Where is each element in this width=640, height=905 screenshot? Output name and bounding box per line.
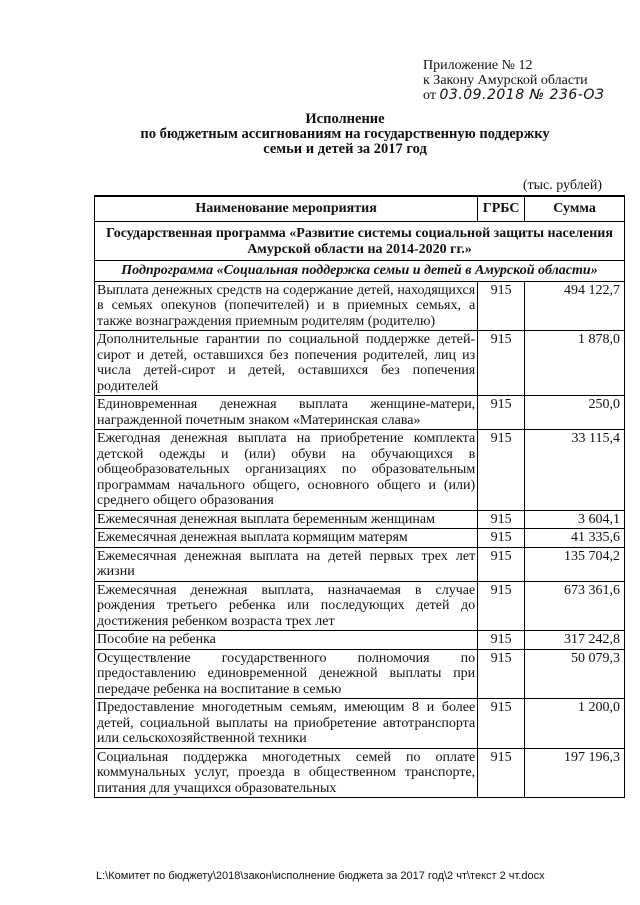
row-sum: 250,0 bbox=[525, 396, 625, 430]
row-name: Осуществление государственного полномочия по предоставлению единовременной денежной выплаты при передаче ребенка на воспитание в семью bbox=[95, 649, 478, 699]
subprogram-row bbox=[95, 261, 625, 282]
row-name: Предоставление многодетным семьям, имеющим 8 и более детей, социальной выплаты на приобретение автотранспорта или сельскохозяйственной техники bbox=[95, 699, 478, 749]
row-grbs: 915 bbox=[478, 631, 525, 650]
table-row bbox=[95, 430, 625, 511]
header-grbs: ГРБС bbox=[478, 196, 525, 222]
row-name: Ежегодная денежная выплата на приобретение комплекта детской одежды и (или) обуви на обучающихся в общеобразовательных организациях по образовательным программам начального общего, основного общего и (или) среднего общего образования bbox=[95, 430, 478, 511]
title-line-2: по бюджетным ассигнованиям на государственную поддержку bbox=[140, 126, 550, 142]
row-sum: 1 200,0 bbox=[525, 699, 625, 749]
appendix-date bbox=[423, 88, 604, 103]
row-grbs: 915 bbox=[478, 396, 525, 430]
row-grbs: 915 bbox=[478, 510, 525, 529]
row-grbs: 915 bbox=[478, 430, 525, 511]
row-sum: 135 704,2 bbox=[525, 547, 625, 581]
table-row bbox=[95, 581, 625, 631]
table-row bbox=[95, 699, 625, 749]
appendix-block bbox=[423, 58, 604, 103]
row-sum: 3 604,1 bbox=[525, 510, 625, 529]
table-row bbox=[95, 649, 625, 699]
header-sum: Сумма bbox=[525, 196, 625, 222]
title-line-3: семьи и детей за 2017 год bbox=[263, 141, 427, 157]
row-name: Ежемесячная денежная выплата на детей первых трех лет жизни bbox=[95, 547, 478, 581]
title-line-1: Исполнение bbox=[305, 111, 385, 127]
row-grbs: 915 bbox=[478, 331, 525, 396]
row-name: Единовременная денежная выплата женщине-матери, награжденной почетным знаком «Материнская слава» bbox=[95, 396, 478, 430]
row-sum: 1 878,0 bbox=[525, 331, 625, 396]
appendix-date-prefix: от bbox=[423, 88, 436, 103]
subprogram-title: Подпрограмма «Социальная поддержка семьи и детей в Амурской области» bbox=[95, 261, 625, 282]
table-row bbox=[95, 529, 625, 548]
table-row bbox=[95, 510, 625, 529]
document-title bbox=[120, 112, 570, 157]
table-row bbox=[95, 281, 625, 331]
table-header-row bbox=[95, 196, 625, 222]
row-sum: 494 122,7 bbox=[525, 281, 625, 331]
row-name: Ежемесячная денежная выплата кормящим матерям bbox=[95, 529, 478, 548]
row-name: Ежемесячная денежная выплата, назначаемая в случае рождения третьего ребенка или последующих детей до достижения ребенком возраста трех лет bbox=[95, 581, 478, 631]
program-title: Государственная программа «Развитие системы социальной защиты населения Амурской области на 2014-2020 гг.» bbox=[95, 222, 625, 261]
row-name: Ежемесячная денежная выплата беременным женщинам bbox=[95, 510, 478, 529]
table-row bbox=[95, 748, 625, 798]
appendix-number: Приложение № 12 bbox=[423, 58, 533, 73]
program-row bbox=[95, 222, 625, 261]
row-grbs: 915 bbox=[478, 547, 525, 581]
row-sum: 41 335,6 bbox=[525, 529, 625, 548]
row-name: Дополнительные гарантии по социальной поддержке детей-сирот и детей, оставшихся без попечения родителей, лиц из числа детей-сирот и детей, оставшихся без попечения родителей bbox=[95, 331, 478, 396]
table-row bbox=[95, 631, 625, 650]
row-sum: 673 361,6 bbox=[525, 581, 625, 631]
row-sum: 33 115,4 bbox=[525, 430, 625, 511]
row-sum: 50 079,3 bbox=[525, 649, 625, 699]
units-label: (тыс. рублей) bbox=[522, 178, 602, 193]
file-path-footer: L:\Комитет по бюджету\2018\закон\исполнение бюджета за 2017 год\2 чт\текст 2 чт.docx bbox=[96, 870, 545, 882]
row-name: Выплата денежных средств на содержание детей, находящихся в семьях опекунов (попечителей) и в приемных семьях, а также вознаграждения приемным родителям (родителю) bbox=[95, 281, 478, 331]
row-grbs: 915 bbox=[478, 649, 525, 699]
execution-table bbox=[94, 195, 625, 798]
row-grbs: 915 bbox=[478, 699, 525, 749]
row-name: Социальная поддержка многодетных семей по оплате коммунальных услуг, проезда в общественном транспорте, питания для учащихся образовательных bbox=[95, 748, 478, 798]
header-name: Наименование мероприятия bbox=[95, 196, 478, 222]
row-grbs: 915 bbox=[478, 581, 525, 631]
row-grbs: 915 bbox=[478, 748, 525, 798]
table-row bbox=[95, 331, 625, 396]
table-row bbox=[95, 396, 625, 430]
row-sum: 197 196,3 bbox=[525, 748, 625, 798]
table-row bbox=[95, 547, 625, 581]
row-grbs: 915 bbox=[478, 529, 525, 548]
row-grbs: 915 bbox=[478, 281, 525, 331]
row-name: Пособие на ребенка bbox=[95, 631, 478, 650]
row-sum: 317 242,8 bbox=[525, 631, 625, 650]
handwritten-date-number: 03.09.2018 № 236-ОЗ bbox=[439, 87, 605, 103]
appendix-law: к Закону Амурской области bbox=[423, 73, 588, 88]
